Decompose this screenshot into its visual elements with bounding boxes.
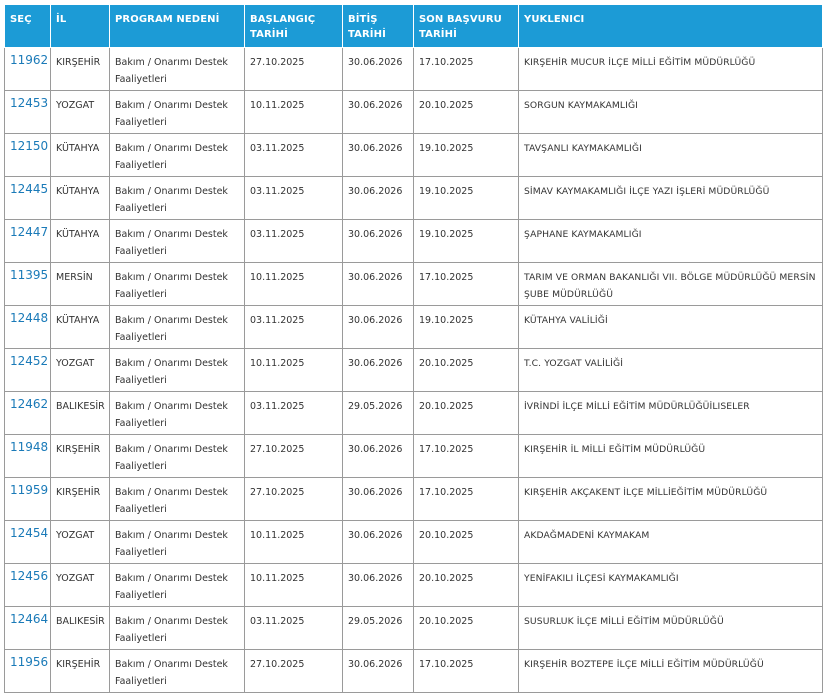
program-cell: Bakım / Onarımı Destek Faaliyetleri	[110, 306, 245, 349]
select-link[interactable]: 11959	[10, 483, 49, 497]
select-cell	[5, 220, 51, 263]
province-cell: KIRŞEHİR	[51, 48, 110, 91]
select-link[interactable]: 12452	[10, 354, 49, 368]
deadline-cell: 20.10.2025	[414, 607, 519, 650]
end-date-cell: 29.05.2026	[343, 392, 414, 435]
end-date-cell: 30.06.2026	[343, 134, 414, 177]
select-link[interactable]: 12150	[10, 139, 49, 153]
end-date-cell: 30.06.2026	[343, 177, 414, 220]
deadline-cell: 17.10.2025	[414, 48, 519, 91]
start-date-cell: 03.11.2025	[245, 607, 343, 650]
province-cell: KIRŞEHİR	[51, 650, 110, 693]
deadline-cell: 19.10.2025	[414, 134, 519, 177]
program-cell: Bakım / Onarımı Destek Faaliyetleri	[110, 564, 245, 607]
program-cell: Bakım / Onarımı Destek Faaliyetleri	[110, 521, 245, 564]
start-date-cell: 10.11.2025	[245, 521, 343, 564]
end-date-cell: 30.06.2026	[343, 650, 414, 693]
deadline-cell: 20.10.2025	[414, 521, 519, 564]
program-cell: Bakım / Onarımı Destek Faaliyetleri	[110, 650, 245, 693]
deadline-cell: 19.10.2025	[414, 220, 519, 263]
start-date-cell: 03.11.2025	[245, 134, 343, 177]
select-cell	[5, 521, 51, 564]
contractor-cell: KIRŞEHİR BOZTEPE İLÇE MİLLİ EĞİTİM MÜDÜRLÜĞÜ	[519, 650, 823, 693]
select-cell	[5, 263, 51, 306]
contractor-cell: ŞAPHANE KAYMAKAMLIĞI	[519, 220, 823, 263]
deadline-cell: 20.10.2025	[414, 392, 519, 435]
table-row	[5, 607, 823, 650]
select-cell	[5, 392, 51, 435]
contractor-cell: SİMAV KAYMAKAMLIĞI İLÇE YAZI İŞLERİ MÜDÜRLÜĞÜ	[519, 177, 823, 220]
select-link[interactable]: 12456	[10, 569, 49, 583]
program-cell: Bakım / Onarımı Destek Faaliyetleri	[110, 134, 245, 177]
province-cell: YOZGAT	[51, 521, 110, 564]
contractor-cell: KIRŞEHİR AKÇAKENT İLÇE MİLLİEĞİTİM MÜDÜRLÜĞÜ	[519, 478, 823, 521]
contractor-cell: KIRŞEHİR MUCUR İLÇE MİLLİ EĞİTİM MÜDÜRLÜĞÜ	[519, 48, 823, 91]
header-program: PROGRAM NEDENİ	[110, 5, 245, 48]
province-cell: KÜTAHYA	[51, 177, 110, 220]
deadline-cell: 20.10.2025	[414, 91, 519, 134]
contractor-cell: TAVŞANLI KAYMAKAMLIĞI	[519, 134, 823, 177]
select-cell	[5, 48, 51, 91]
start-date-cell: 10.11.2025	[245, 91, 343, 134]
table-row	[5, 521, 823, 564]
table-row	[5, 650, 823, 693]
select-cell	[5, 478, 51, 521]
program-cell: Bakım / Onarımı Destek Faaliyetleri	[110, 91, 245, 134]
table-row	[5, 435, 823, 478]
select-link[interactable]: 11395	[10, 268, 49, 282]
header-row	[5, 5, 823, 48]
deadline-cell: 20.10.2025	[414, 564, 519, 607]
province-cell: KIRŞEHİR	[51, 478, 110, 521]
header-deadline: SON BAŞVURU TARİHİ	[414, 5, 519, 48]
program-cell: Bakım / Onarımı Destek Faaliyetleri	[110, 48, 245, 91]
program-cell: Bakım / Onarımı Destek Faaliyetleri	[110, 478, 245, 521]
table-row	[5, 263, 823, 306]
province-cell: BALIKESİR	[51, 392, 110, 435]
table-row	[5, 349, 823, 392]
select-link[interactable]: 12464	[10, 612, 49, 626]
start-date-cell: 10.11.2025	[245, 263, 343, 306]
header-end-date: BİTİŞ TARİHİ	[343, 5, 414, 48]
contractor-cell: T.C. YOZGAT VALİLİĞİ	[519, 349, 823, 392]
header-contractor: YUKLENICI	[519, 5, 823, 48]
select-cell	[5, 607, 51, 650]
province-cell: KÜTAHYA	[51, 220, 110, 263]
contractor-cell: İVRİNDİ İLÇE MİLLİ EĞİTİM MÜDÜRLÜĞÜİLISELER	[519, 392, 823, 435]
select-cell	[5, 177, 51, 220]
select-cell	[5, 564, 51, 607]
program-cell: Bakım / Onarımı Destek Faaliyetleri	[110, 220, 245, 263]
select-link[interactable]: 12454	[10, 526, 49, 540]
select-cell	[5, 306, 51, 349]
end-date-cell: 30.06.2026	[343, 435, 414, 478]
province-cell: KÜTAHYA	[51, 306, 110, 349]
contractor-cell: AKDAĞMADENİ KAYMAKAM	[519, 521, 823, 564]
start-date-cell: 03.11.2025	[245, 306, 343, 349]
deadline-cell: 17.10.2025	[414, 478, 519, 521]
select-link[interactable]: 12445	[10, 182, 49, 196]
end-date-cell: 30.06.2026	[343, 564, 414, 607]
start-date-cell: 27.10.2025	[245, 478, 343, 521]
end-date-cell: 30.06.2026	[343, 478, 414, 521]
select-link[interactable]: 12448	[10, 311, 49, 325]
table-row	[5, 392, 823, 435]
table-row	[5, 478, 823, 521]
province-cell: MERSİN	[51, 263, 110, 306]
end-date-cell: 29.05.2026	[343, 607, 414, 650]
deadline-cell: 17.10.2025	[414, 263, 519, 306]
end-date-cell: 30.06.2026	[343, 220, 414, 263]
select-link[interactable]: 11956	[10, 655, 49, 669]
province-cell: YOZGAT	[51, 91, 110, 134]
contractor-cell: KIRŞEHİR İL MİLLİ EĞİTİM MÜDÜRLÜĞÜ	[519, 435, 823, 478]
tender-table	[4, 4, 823, 693]
table-row	[5, 564, 823, 607]
table-row	[5, 220, 823, 263]
deadline-cell: 20.10.2025	[414, 349, 519, 392]
header-il: İL	[51, 5, 110, 48]
start-date-cell: 03.11.2025	[245, 220, 343, 263]
end-date-cell: 30.06.2026	[343, 91, 414, 134]
table-row	[5, 134, 823, 177]
table-row	[5, 91, 823, 134]
deadline-cell: 17.10.2025	[414, 435, 519, 478]
end-date-cell: 30.06.2026	[343, 48, 414, 91]
select-cell	[5, 435, 51, 478]
table-row	[5, 48, 823, 91]
table-row	[5, 306, 823, 349]
select-link[interactable]: 12447	[10, 225, 49, 239]
contractor-cell: TARIM VE ORMAN BAKANLIĞI VII. BÖLGE MÜDÜRLÜĞÜ MERSİN ŞUBE MÜDÜRLÜĞÜ	[519, 263, 823, 306]
select-cell	[5, 650, 51, 693]
program-cell: Bakım / Onarımı Destek Faaliyetleri	[110, 392, 245, 435]
end-date-cell: 30.06.2026	[343, 521, 414, 564]
select-link[interactable]: 11948	[10, 440, 49, 454]
table-row	[5, 177, 823, 220]
header-start-date: BAŞLANGIÇ TARİHİ	[245, 5, 343, 48]
end-date-cell: 30.06.2026	[343, 263, 414, 306]
deadline-cell: 19.10.2025	[414, 177, 519, 220]
contractor-cell: SORGUN KAYMAKAMLIĞI	[519, 91, 823, 134]
province-cell: KIRŞEHİR	[51, 435, 110, 478]
program-cell: Bakım / Onarımı Destek Faaliyetleri	[110, 263, 245, 306]
deadline-cell: 19.10.2025	[414, 306, 519, 349]
contractor-cell: KÜTAHYA VALİLİĞİ	[519, 306, 823, 349]
select-cell	[5, 134, 51, 177]
select-link[interactable]: 12462	[10, 397, 49, 411]
start-date-cell: 27.10.2025	[245, 435, 343, 478]
province-cell: YOZGAT	[51, 564, 110, 607]
deadline-cell: 17.10.2025	[414, 650, 519, 693]
select-link[interactable]: 12453	[10, 96, 49, 110]
select-link[interactable]: 11962	[10, 53, 49, 67]
program-cell: Bakım / Onarımı Destek Faaliyetleri	[110, 607, 245, 650]
select-cell	[5, 349, 51, 392]
start-date-cell: 27.10.2025	[245, 48, 343, 91]
province-cell: YOZGAT	[51, 349, 110, 392]
program-cell: Bakım / Onarımı Destek Faaliyetleri	[110, 349, 245, 392]
contractor-cell: YENİFAKILI İLÇESİ KAYMAKAMLIĞI	[519, 564, 823, 607]
start-date-cell: 03.11.2025	[245, 392, 343, 435]
province-cell: KÜTAHYA	[51, 134, 110, 177]
contractor-cell: SUSURLUK İLÇE MİLLİ EĞİTİM MÜDÜRLÜĞÜ	[519, 607, 823, 650]
header-sec: SEÇ	[5, 5, 51, 48]
start-date-cell: 10.11.2025	[245, 564, 343, 607]
select-cell	[5, 91, 51, 134]
start-date-cell: 27.10.2025	[245, 650, 343, 693]
end-date-cell: 30.06.2026	[343, 306, 414, 349]
program-cell: Bakım / Onarımı Destek Faaliyetleri	[110, 177, 245, 220]
province-cell: BALIKESİR	[51, 607, 110, 650]
program-cell: Bakım / Onarımı Destek Faaliyetleri	[110, 435, 245, 478]
start-date-cell: 03.11.2025	[245, 177, 343, 220]
start-date-cell: 10.11.2025	[245, 349, 343, 392]
end-date-cell: 30.06.2026	[343, 349, 414, 392]
